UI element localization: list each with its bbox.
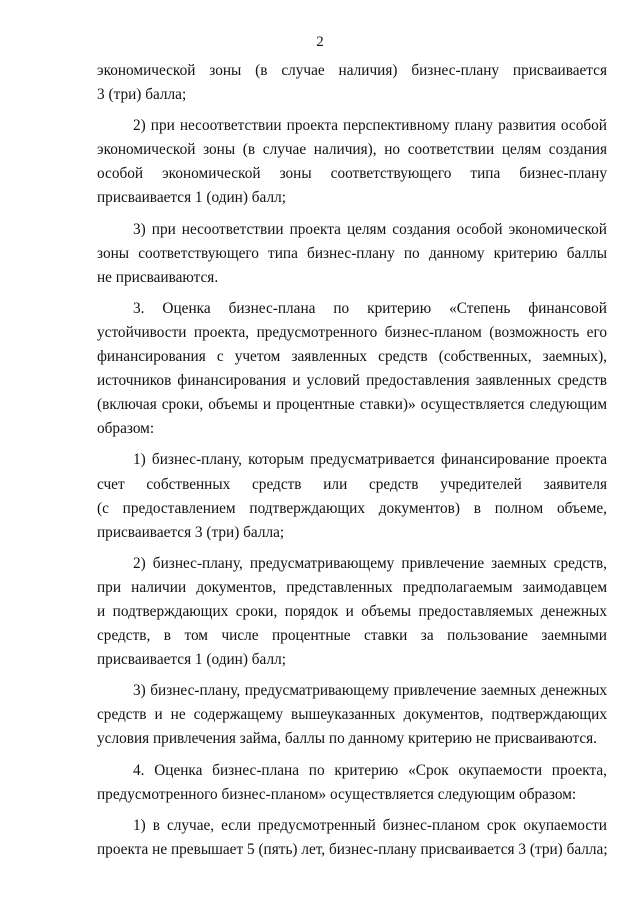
text-line: 1) в случае, если предусмотренный бизнес-планом срок окупаемости [133,816,607,834]
text-line: присваивается 1 (один) балл; [97,189,287,207]
paragraph-gap [97,107,607,114]
paragraph-gap [97,441,607,448]
text-line: особой экономической зоны соответствующего типа бизнес-плану [97,165,607,183]
text-line: экономической зоны (в случае наличия) бизнес-плану присваивается [97,62,607,79]
paragraph-gap [97,672,607,679]
text-line: присваивается 3 (три) балла; [97,523,285,541]
text-line: образом: [97,420,155,438]
text-line: средств и не содержащему вышеуказанных документов, подтверждающих [97,706,607,724]
page-number: 2 [316,34,324,50]
text-line: 2) бизнес-плану, предусматривающему привлечение заемных средств, [133,554,607,572]
text-line: условия привлечения займа, баллы по данному критерию не присваиваются. [97,730,598,748]
text-line: источников финансирования и условий предоставления заявленных средств [97,372,607,390]
text-line: 3. Оценка бизнес-плана по критерию «Степень финансовой [133,299,607,317]
text-line: 3 (три) балла; [97,86,187,104]
text-line: устойчивости проекта, предусмотренного бизнес-планом (возможность его [97,323,607,341]
text-line: экономической зоны (в случае наличия), но соответствии целям создания [97,141,607,159]
text-line: 3) при несоответствии проекта целям создания особой экономической [133,220,607,238]
text-line: присваивается 1 (один) балл; [97,651,287,669]
text-line: и подтверждающих сроки, порядок и объемы предоставляемых денежных [97,602,607,620]
text-line: не присваиваются. [97,268,219,286]
text-line: зоны соответствующего типа бизнес-плану по данному критерию баллы [97,244,607,262]
document-body [97,59,607,862]
text-line: при наличии документов, представленных предполагаемым заимодавцем [97,578,607,596]
text-line: проекта не превышает 5 (пять) лет, бизнес-плану присваивается 3 (три) балла; [97,840,608,858]
text-line: финансирования с учетом заявленных средств (собственных, заемных), [97,348,607,366]
text-line: предусмотренного бизнес-планом» осуществляется следующим образом: [97,785,577,803]
text-line: 2) при несоответствии проекта перспективному плану развития особой [133,117,607,135]
paragraph-gap [97,752,607,759]
text-line: 1) бизнес-плану, которым предусматривается финансирование проекта [133,451,607,469]
paragraph-gap [97,545,607,552]
text-line: (включая сроки, объемы и процентные ставки)» осуществляется следующим [97,396,607,414]
paragraph-gap [97,290,607,297]
text-line: средств, в том числе процентные ставки за пользование заемными [97,627,607,645]
text-line: (с предоставлением подтверждающих документов) в полном объеме, [97,499,607,517]
paragraph-gap [97,807,607,814]
text-line: 4. Оценка бизнес-плана по критерию «Срок окупаемости проекта, [133,761,607,779]
text-line: счет собственных средств или средств учредителей заявителя [97,475,607,493]
paragraph-gap [97,211,607,218]
text-line: 3) бизнес-плану, предусматривающему привлечение заемных денежных [133,682,607,700]
